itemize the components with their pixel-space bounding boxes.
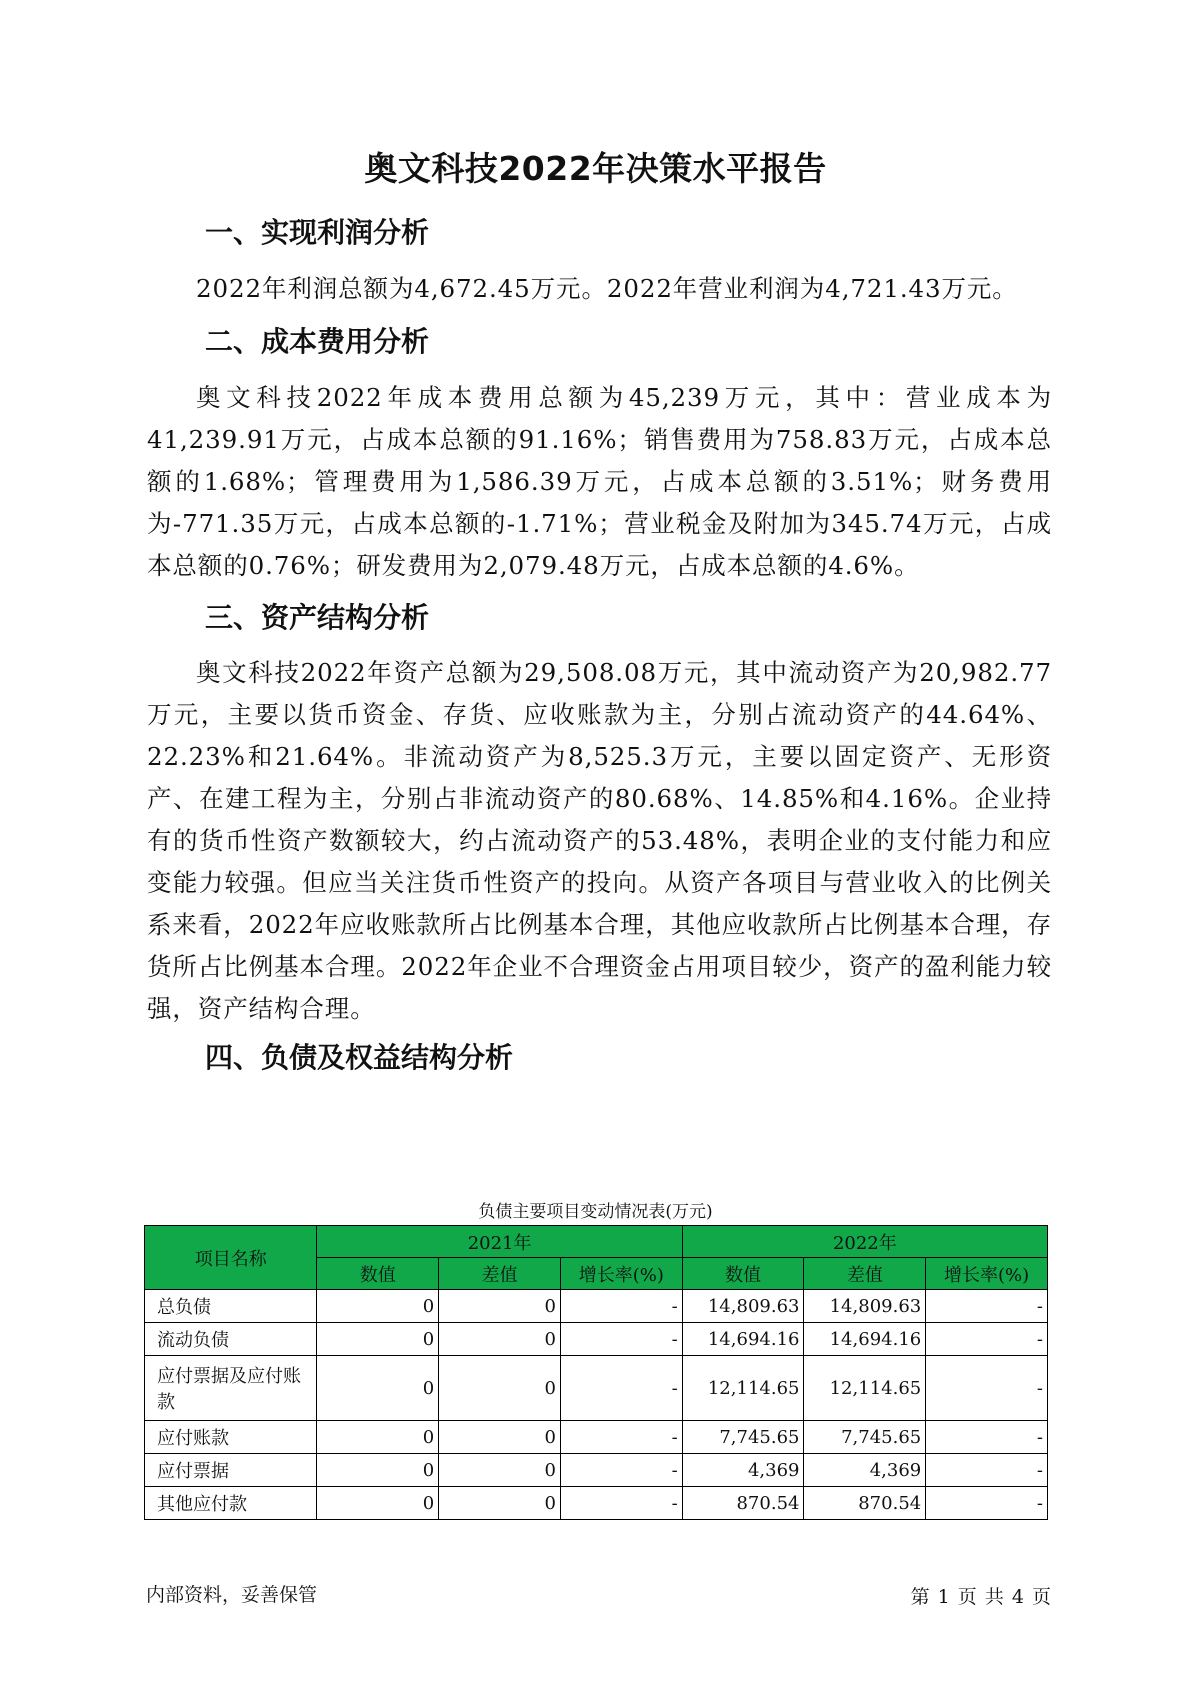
table-cell: 0 bbox=[439, 1421, 561, 1454]
table-cell: - bbox=[926, 1487, 1048, 1520]
table-cell: - bbox=[926, 1421, 1048, 1454]
liabilities-table bbox=[144, 1225, 1048, 1520]
table-cell-name: 流动负债 bbox=[145, 1323, 317, 1356]
table-cell: - bbox=[560, 1290, 682, 1323]
table-row bbox=[145, 1323, 1048, 1356]
table-cell: 14,694.16 bbox=[804, 1323, 926, 1356]
table-cell: 14,694.16 bbox=[682, 1323, 804, 1356]
table-cell: 4,369 bbox=[804, 1454, 926, 1487]
table-cell: 4,369 bbox=[682, 1454, 804, 1487]
section-text-profit: 2022年利润总额为4,672.45万元。2022年营业利润为4,721.43万元。 bbox=[196, 274, 1018, 303]
table-cell: - bbox=[926, 1290, 1048, 1323]
table-subheader: 差值 bbox=[804, 1258, 926, 1290]
table-cell: 0 bbox=[317, 1323, 439, 1356]
table-cell-name: 总负债 bbox=[145, 1290, 317, 1323]
table-cell: - bbox=[560, 1487, 682, 1520]
section-heading-assets: 三、资产结构分析 bbox=[205, 601, 430, 634]
section-heading-profit: 一、实现利润分析 bbox=[205, 216, 430, 249]
table-cell: - bbox=[926, 1323, 1048, 1356]
table-header-year-2022: 2022年 bbox=[682, 1226, 1047, 1258]
table-cell: 0 bbox=[439, 1290, 561, 1323]
table-cell: 0 bbox=[439, 1487, 561, 1520]
report-title: 奥文科技2022年决策水平报告 bbox=[364, 149, 827, 188]
table-cell: 7,745.65 bbox=[682, 1421, 804, 1454]
table-cell: 14,809.63 bbox=[682, 1290, 804, 1323]
section-text-cost: 奥文科技2022年成本费用总额为45,239万元，其中：营业成本为41,239.91万元，占成本总额的91.16%；销售费用为758.83万元，占成本总额的1.68%；管理费用为1,586.39万元，占成本总额的3.51%；财务费用为-771.35万元，占成本总额的-1.71%；营业税金及附加为345.74万元，占成本总额的0.76%；研发费用为2,079.48万元，占成本总额的4.6%。 bbox=[147, 383, 1052, 580]
table-cell: 0 bbox=[317, 1290, 439, 1323]
table-row bbox=[145, 1454, 1048, 1487]
table-cell: 0 bbox=[439, 1323, 561, 1356]
table-cell: 0 bbox=[317, 1487, 439, 1520]
table-row bbox=[145, 1421, 1048, 1454]
table-cell: 0 bbox=[439, 1454, 561, 1487]
table-cell: 14,809.63 bbox=[804, 1290, 926, 1323]
table-row bbox=[145, 1487, 1048, 1520]
table-cell-name: 应付票据及应付账款 bbox=[145, 1356, 317, 1421]
table-cell: - bbox=[560, 1323, 682, 1356]
table-cell: - bbox=[560, 1454, 682, 1487]
table-row bbox=[145, 1356, 1048, 1421]
table-subheader: 增长率(%) bbox=[926, 1258, 1048, 1290]
table-cell: 870.54 bbox=[804, 1487, 926, 1520]
table-cell: 0 bbox=[317, 1421, 439, 1454]
table-header-name: 项目名称 bbox=[145, 1226, 317, 1290]
section-heading-liabilities: 四、负债及权益结构分析 bbox=[205, 1041, 514, 1074]
page-number: 第 1 页 共 4 页 bbox=[910, 1586, 1052, 1608]
footer-confidential-note: 内部资料，妥善保管 bbox=[146, 1584, 318, 1606]
table-subheader: 数值 bbox=[317, 1258, 439, 1290]
table-subheader: 数值 bbox=[682, 1258, 804, 1290]
section-heading-cost: 二、成本费用分析 bbox=[205, 325, 430, 358]
table-cell-name: 其他应付款 bbox=[145, 1487, 317, 1520]
table-cell: 12,114.65 bbox=[804, 1356, 926, 1421]
table-subheader: 增长率(%) bbox=[560, 1258, 682, 1290]
table-row bbox=[145, 1290, 1048, 1323]
table-subheader: 差值 bbox=[439, 1258, 561, 1290]
table-cell: 12,114.65 bbox=[682, 1356, 804, 1421]
table-cell: - bbox=[926, 1356, 1048, 1421]
table-cell-name: 应付票据 bbox=[145, 1454, 317, 1487]
table-cell: - bbox=[926, 1454, 1048, 1487]
section-text-assets: 奥文科技2022年资产总额为29,508.08万元，其中流动资产为20,982.77万元，主要以货币资金、存货、应收账款为主，分别占流动资产的44.64%、22.23%和21.64%。非流动资产为8,525.3万元，主要以固定资产、无形资产、在建工程为主，分别占非流动资产的80.68%、14.85%和4.16%。企业持有的货币性资产数额较大，约占流动资产的53.48%，表明企业的支付能力和应变能力较强。但应当关注货币性资产的投向。从资产各项目与营业收入的比例关系来看，2022年应收账款所占比例基本合理，其他应收款所占比例基本合理，存货所占比例基本合理。2022年企业不合理资金占用项目较少，资产的盈利能力较强，资产结构合理。 bbox=[147, 658, 1052, 1023]
table-header-year-2021: 2021年 bbox=[317, 1226, 682, 1258]
table-caption: 负债主要项目变动情况表(万元) bbox=[478, 1202, 713, 1222]
table-cell: 0 bbox=[317, 1356, 439, 1421]
table-cell-name: 应付账款 bbox=[145, 1421, 317, 1454]
table-cell: 870.54 bbox=[682, 1487, 804, 1520]
table-cell: 0 bbox=[439, 1356, 561, 1421]
table-cell: - bbox=[560, 1356, 682, 1421]
table-cell: 0 bbox=[317, 1454, 439, 1487]
table-cell: 7,745.65 bbox=[804, 1421, 926, 1454]
table-cell: - bbox=[560, 1421, 682, 1454]
